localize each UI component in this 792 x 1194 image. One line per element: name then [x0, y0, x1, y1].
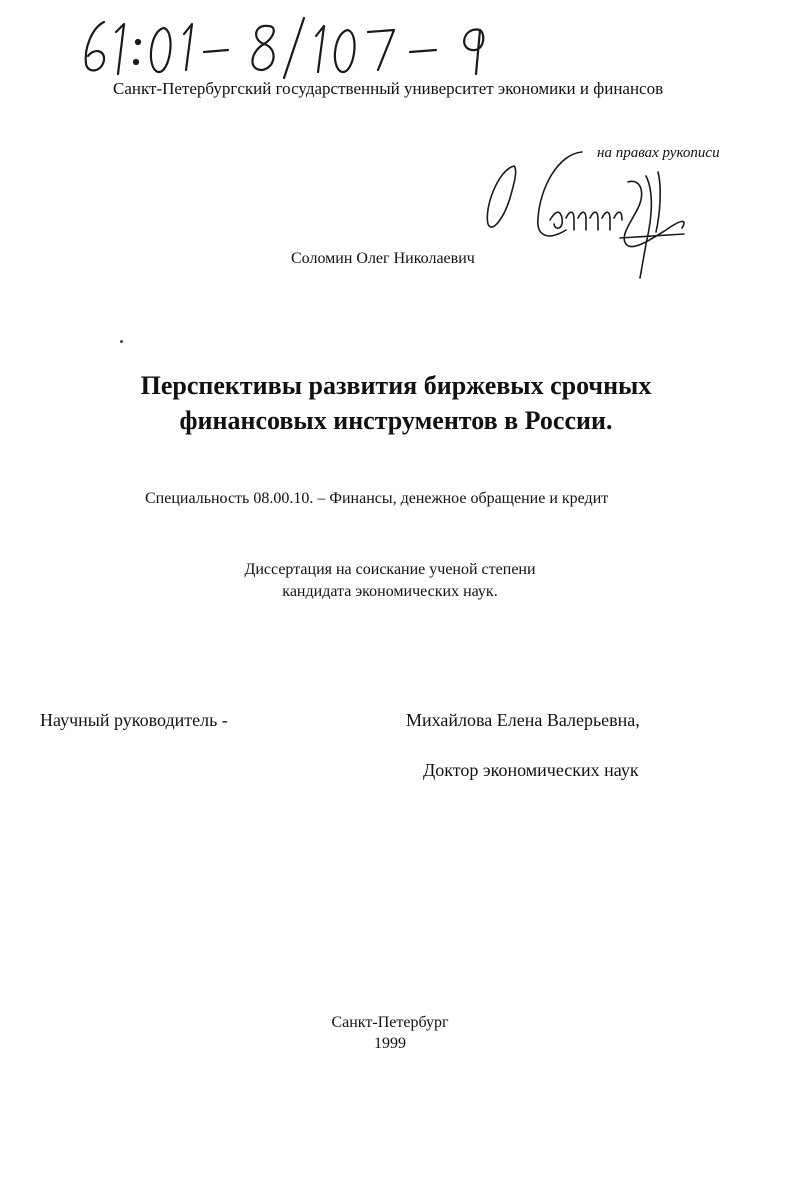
advisor-name: Михайлова Елена Валерьевна, [406, 710, 640, 730]
author-name: Соломин Олег Николаевич [291, 250, 475, 267]
university-name: Санкт-Петербургский государственный университет экономики и финансов [113, 79, 664, 98]
specialty-line: Специальность 08.00.10. – Финансы, денежное обращение и кредит [145, 490, 609, 507]
city-year [0, 1012, 780, 1054]
signature-scribble [470, 148, 700, 283]
city: Санкт-Петербург [331, 1014, 449, 1031]
advisor-label: Научный руководитель - [40, 710, 228, 730]
year: 1999 [374, 1035, 406, 1052]
title-line-2: финансовых инструментов в России. [179, 406, 613, 435]
degree-line-2: кандидата экономических наук. [282, 583, 498, 600]
handwritten-archive-number [72, 8, 542, 88]
scan-speck [120, 340, 123, 343]
dissertation-degree [0, 559, 780, 603]
degree-line-1: Диссертация на соискание ученой степени [244, 561, 536, 578]
advisor-degree: Доктор экономических наук [423, 760, 639, 780]
rights-note: на правах рукописи [597, 145, 720, 161]
title-line-1: Перспективы развития биржевых срочных [140, 371, 652, 400]
dissertation-title [0, 368, 792, 438]
